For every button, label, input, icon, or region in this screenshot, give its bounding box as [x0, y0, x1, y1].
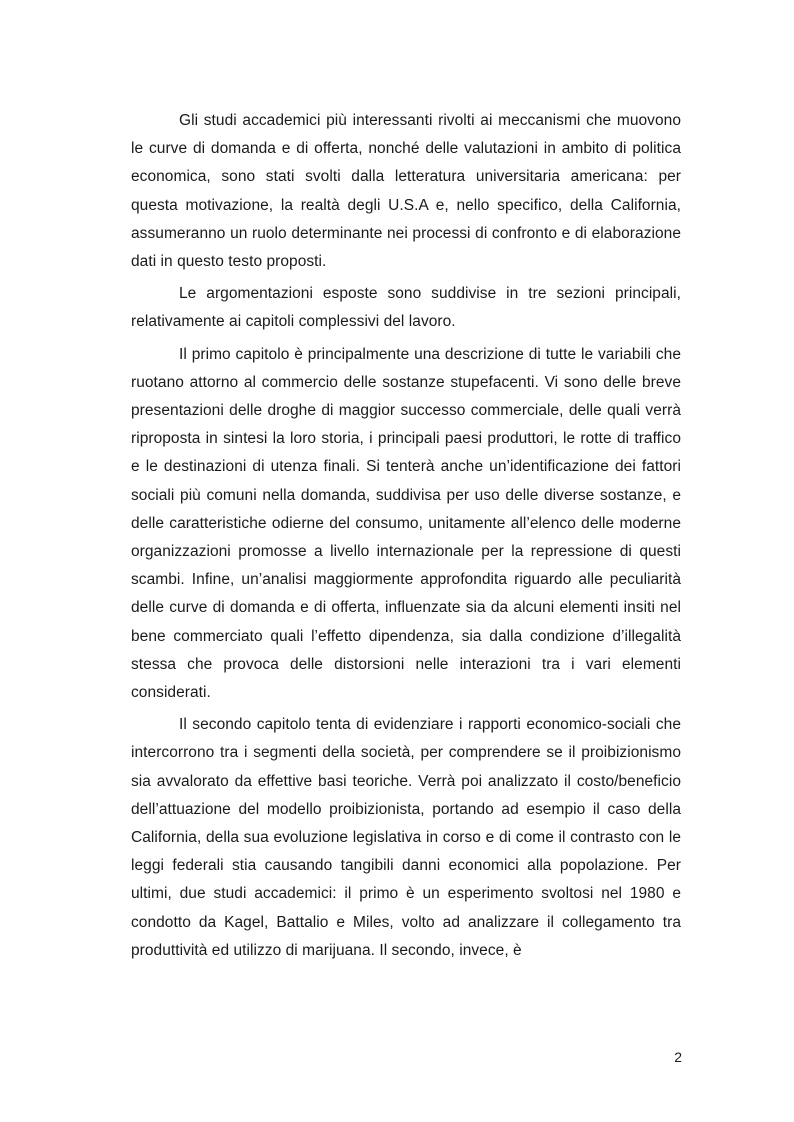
body-text	[131, 107, 681, 969]
paragraph-structure: Le argomentazioni esposte sono suddivise in tre sezioni principali, relativamente ai capitoli complessivi del lavoro.	[131, 285, 681, 331]
page-number: 2	[674, 1049, 682, 1065]
paragraph-intro: Gli studi accademici più interessanti rivolti ai meccanismi che muovono le curve di domanda e di offerta, nonché delle valutazioni in ambito di politica economica, sono stati svolti dalla letteratura universitaria americana: per questa motivazione, la realtà degli U.S.A e, nello specifico, della California, assumeranno un ruolo determinante nei processi di confronto e di elaborazione dati in questo testo proposti.	[131, 112, 681, 271]
paragraph-chapter-one: Il primo capitolo è principalmente una descrizione di tutte le variabili che ruotano attorno al commercio delle sostanze stupefacenti. Vi sono delle breve presentazioni delle droghe di maggior successo commerciale, delle quali verrà riproposta in sintesi la loro storia, i principali paesi produttori, le rotte di traffico e le destinazioni di utenza finali. Si tenterà anche un’identificazione dei fattori sociali più comuni nella domanda, suddivisa per uso delle diverse sostanze, e delle caratteristiche odierne del consumo, unitamente all’elenco delle moderne organizzazioni promosse a livello internazionale per la repressione di questi scambi. Infine, un’analisi maggiormente approfondita riguardo alle peculiarità delle curve di domanda e di offerta, influenzate sia da alcuni elementi insiti nel bene commerciato quali l’effetto dipendenza, sia dalla condizione d’illegalità stessa che provoca delle distorsioni nelle interazioni tra i vari elementi considerati.	[131, 345, 681, 702]
paragraph-chapter-two: Il secondo capitolo tenta di evidenziare i rapporti economico-sociali che intercorrono tra i segmenti della società, per comprendere se il proibizionismo sia avvalorato da effettive basi teoriche. Verrà poi analizzato il costo/beneficio dell’attuazione del modello proibizionista, portando ad esempio il caso della California, della sua evoluzione legislativa in corso e di come il contrasto con le leggi federali stia causando tangibili danni economici alla popolazione. Per ultimi, due studi accademici: il primo è un esperimento svoltosi nel 1980 e condotto da Kagel, Battalio e Miles, volto ad analizzare il collegamento tra produttività ed utilizzo di marijuana. Il secondo, invece, è	[131, 716, 681, 959]
